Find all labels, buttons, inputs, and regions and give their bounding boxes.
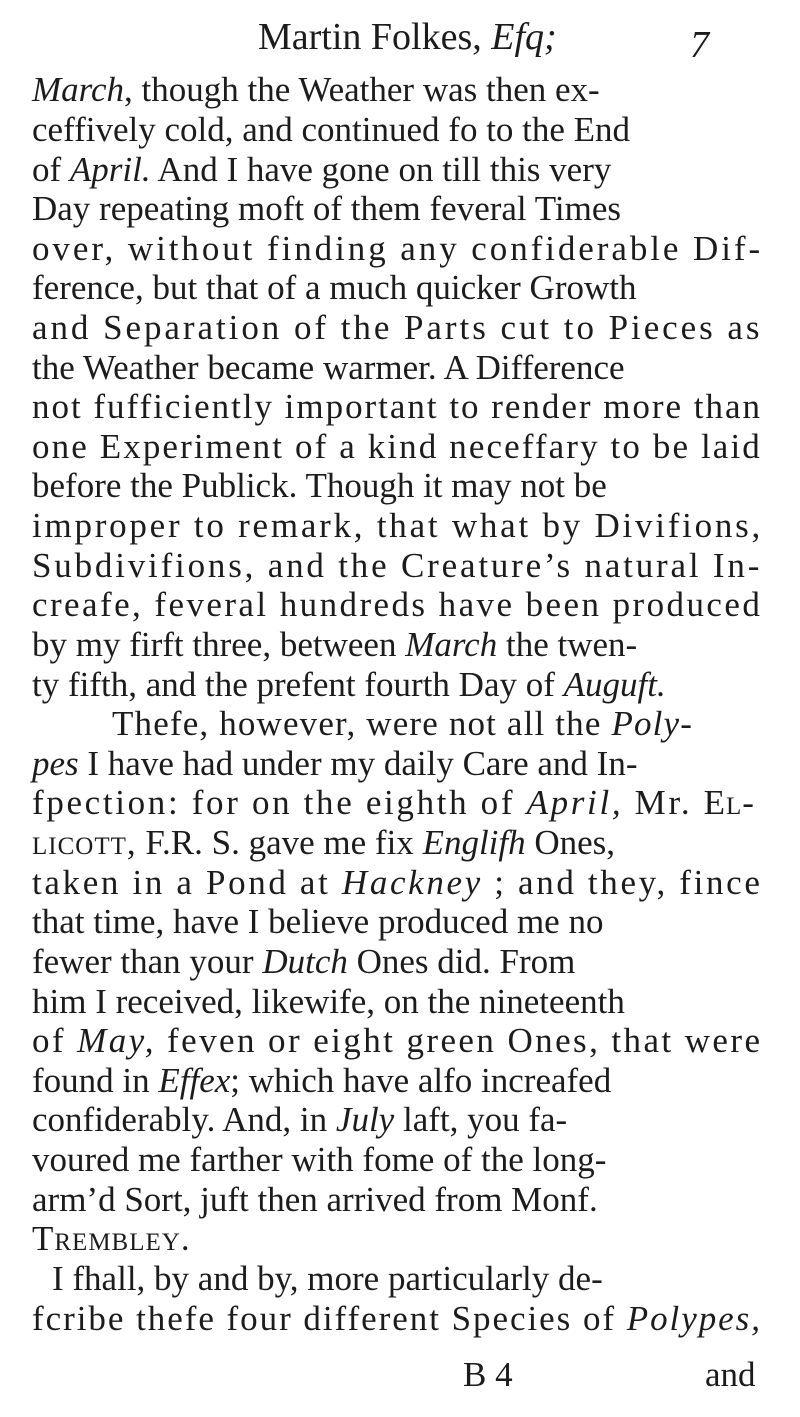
text-run: laft, you fa- (394, 1100, 568, 1139)
text-line (32, 70, 600, 110)
text-line (32, 387, 762, 427)
text-run: Ones, (525, 823, 616, 862)
text-run: El- (703, 783, 755, 822)
text-run: the twen- (497, 625, 638, 664)
text-line (32, 1219, 191, 1259)
text-run: pes (32, 744, 79, 783)
text-run: ; which have alfo increafed (230, 1061, 612, 1100)
text-run: April, (526, 783, 624, 822)
text-line (52, 1259, 603, 1299)
signature-mark: B 4 (463, 1355, 513, 1394)
text-run: Effex (158, 1061, 231, 1100)
text-run: by my firft three, between (32, 625, 406, 664)
text-line (32, 110, 630, 150)
text-line (32, 585, 762, 625)
running-head-italic: Efq; (491, 16, 557, 58)
page-header (0, 4, 800, 64)
text-line (32, 625, 637, 665)
text-line (32, 744, 637, 784)
text-line (32, 308, 762, 348)
text-run: Auguft. (563, 665, 666, 704)
text-run: I have had under my daily Care and In- (78, 744, 638, 783)
text-line (32, 427, 762, 467)
text-run: and Separation of the Parts cut to Pieces as (32, 308, 763, 347)
text-run: over, without finding any confiderable Dif- (32, 229, 764, 268)
text-line (32, 1021, 762, 1061)
page-number: 7 (690, 24, 709, 66)
text-run: the Weather became warmer. A Difference (32, 348, 625, 387)
text-run: Subdivifions, and the Creature’s natural In- (32, 546, 763, 585)
text-line (32, 546, 762, 586)
text-run: fewer than your (32, 942, 263, 981)
text-run: voured me farther with fome of the long- (32, 1140, 607, 1179)
running-head (258, 14, 557, 60)
text-line (32, 189, 621, 229)
text-run: Day repeating moft of them feveral Times (32, 189, 622, 228)
text-run: Thefe, however, were not all the (112, 704, 612, 743)
text-run: March (32, 70, 125, 109)
text-run: F.R. S. gave me fix (136, 823, 423, 862)
text-run: fpection: for on the eighth of (32, 783, 527, 822)
text-line (32, 466, 607, 506)
text-line (32, 1140, 606, 1180)
text-line (32, 665, 666, 705)
text-line (32, 1180, 598, 1220)
text-run: Polypes, (626, 1299, 762, 1338)
text-line (32, 506, 763, 546)
text-run: found in (32, 1061, 159, 1100)
text-line (32, 863, 763, 903)
text-run: Englifh (422, 823, 526, 862)
text-run: I fhall, by and by, more particularly de- (52, 1259, 603, 1298)
text-line (32, 982, 625, 1022)
text-line (32, 268, 637, 308)
text-line (32, 902, 603, 942)
text-line (32, 1299, 762, 1339)
text-run: him I received, likewife, on the nineteenth (32, 982, 625, 1021)
text-run: ference, but that of a much quicker Growth (32, 268, 637, 307)
text-line (32, 348, 625, 388)
text-run: creafe, feveral hundreds have been produced (32, 585, 763, 624)
text-line (32, 150, 611, 190)
text-run: May, (77, 1021, 156, 1060)
text-run: Trembley. (32, 1219, 191, 1258)
text-run: confiderably. And, in (32, 1100, 336, 1139)
text-run: of (32, 150, 70, 189)
text-line (32, 942, 575, 982)
text-run: arm’d Sort, juft then arrived from Monf. (32, 1180, 598, 1219)
text-line (32, 1100, 567, 1140)
text-run: And I have gone on till this very (150, 150, 612, 189)
text-run: Hackney (341, 863, 483, 902)
text-run: taken in a Pond at (32, 863, 342, 902)
text-run: April. (69, 150, 151, 189)
text-line (32, 783, 755, 823)
text-run: fcribe thefe four different Species of (32, 1299, 627, 1338)
text-run: improper to remark, that what by Divifions, (32, 506, 764, 545)
text-run: Ones did. From (347, 942, 576, 981)
text-run: Poly- (611, 704, 694, 743)
text-run: ceffively cold, and continued fo to the End (32, 110, 631, 149)
running-head-text: Martin Folkes, (258, 16, 482, 58)
text-run: of (32, 1021, 78, 1060)
text-run: ; and they, fince (482, 863, 763, 902)
catchword: and (705, 1355, 756, 1394)
text-run: before the Publick. Though it may not be (32, 466, 607, 505)
text-run: Dutch (262, 942, 348, 981)
text-line (32, 823, 615, 863)
text-run: Mr. (623, 783, 704, 822)
text-run: one Experiment of a kind neceffary to be laid (32, 427, 762, 466)
text-run: feven or eight green Ones, that were (155, 1021, 763, 1060)
text-run: licott, (32, 823, 137, 862)
text-run: July (335, 1100, 395, 1139)
text-line (112, 704, 693, 744)
text-line (32, 1061, 611, 1101)
text-run: that time, have I believe produced me no (32, 902, 604, 941)
text-line (32, 229, 763, 269)
text-run: March (405, 625, 498, 664)
text-run: , though the Weather was then ex- (124, 70, 600, 109)
text-run: ty fifth, and the prefent fourth Day of (32, 665, 564, 704)
text-run: not fufficiently important to render more than (32, 387, 762, 426)
